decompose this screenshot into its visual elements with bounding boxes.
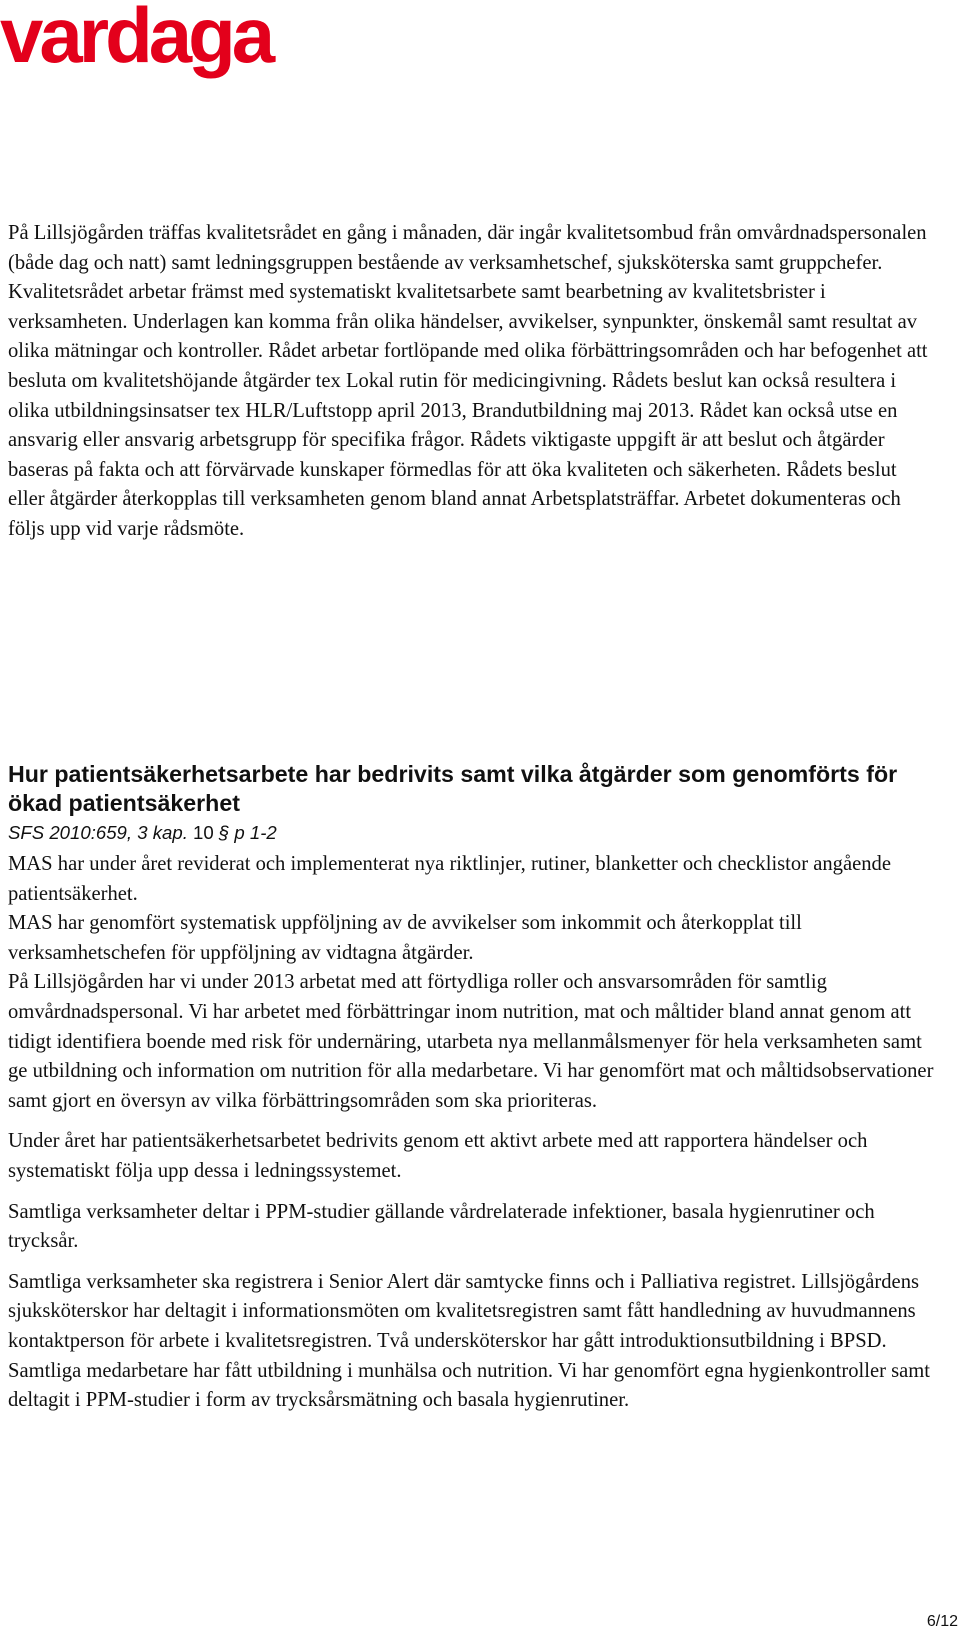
paragraph-mas-guidelines: MAS har under året reviderat och implementerat nya riktlinjer, rutiner, blanketter och checklistor angående patientsäkerhet. [8,853,891,905]
vardaga-logo-text: vardaga [0,0,272,79]
paragraph-mas-followup: MAS har genomfört systematisk uppföljning av de avvikelser som inkommit och återkopplat till verksamhetschefen för uppföljning av vidtagna åtgärder. [8,912,802,964]
law-reference-tail: § p 1-2 [218,822,277,843]
law-reference [8,820,938,846]
law-reference-italic: SFS 2010:659, 3 kap. [8,822,188,843]
paragraph-ppm-studies: Samtliga verksamheter deltar i PPM-studier gällande vårdrelaterade infektioner, basala hygienrutiner och trycksår. [8,1200,875,1253]
vardaga-logo-image [0,0,310,92]
patient-safety-section [8,760,938,1416]
paragraph-quality-registers: Samtliga verksamheter ska registrera i Senior Alert där samtycke finns och i Palliativa registret. Lillsjögårdens sjuksköterskor har deltagit i informationsmöten om kvalitetsregistren samt fått handledning av huvudmannens kontaktperson för arbete i kvalitetsregistren. Två undersköterskor har gått introduktionsutbildning i BPSD. Samtliga medarbetare har fått utbildning i munhälsa och nutrition. Vi har genomfört egna hygienkontroller samt deltagit i PPM-studier i form av trycksårsmätning och basala hygienrutiner. [8,1270,931,1412]
law-reference-chapter: 10 [187,822,219,843]
paragraph-reporting: Under året har patientsäkerhetsarbetet bedrivits genom ett aktivt arbete med att rapportera händelser och systematiskt följa upp dessa i ledningssystemet. [8,1130,868,1182]
section-heading: Hur patientsäkerhetsarbete har bedrivits samt vilka åtgärder som genomförts för ökad patientsäkerhet [8,761,898,816]
paragraph-lillsjogarden-2013: På Lillsjögården har vi under 2013 arbetat med att förtydliga roller och ansvarsområden för samtlig omvårdnadspersonal. Vi har arbetet med förbättringar inom nutrition, mat och måltider bland annat genom att tidigt identifiera boende med risk för undernäring, utarbeta nya mellanmålsmenyer för hela verksamheten samt ge utbildning och information om nutrition för alla medarbetare. Vi har genomfört mat och måltidsobservationer samt gjort en översyn av vilka förbättringsområden som ska prioriteras. [8,971,934,1112]
page-number: 6/12 [926,1613,958,1630]
vardaga-logo [0,0,310,92]
intro-paragraph: På Lillsjögården träffas kvalitetsrådet en gång i månaden, där ingår kvalitetsombud från omvårdnadspersonalen (både dag och natt) samt ledningsgruppen bestående av verksamhetschef, sjuksköterska samt gruppchefer. Kvalitetsrådet arbetar främst med systematiskt kvalitetsarbete samt bearbetning av kvalitetsbrister i verksamheten. Underlagen kan komma från olika händelser, avvikelser, synpunkter, önskemål samt resultat av olika mätningar och kontroller. Rådet arbetar fortlöpande med olika förbättringsområden och har befogenhet att besluta om kvalitetshöjande åtgärder tex Lokal rutin för medicingivning. Rådets beslut kan också resultera i olika utbildningsinsatser tex HLR/Luftstopp april 2013, Brandutbildning maj 2013. Rådet kan också utse en ansvarig eller ansvarig arbetsgrupp för specifika frågor. Rådets viktigaste uppgift är att beslut och åtgärder baseras på fakta och att förvärvade kunskaper förmedlas för att öka kvaliteten och säkerheten. Rådets beslut eller åtgärder återkopplas till verksamheten genom bland annat Arbetsplatsträffar. Arbetet dokumenteras och följs upp vid varje rådsmöte. [8,222,928,540]
